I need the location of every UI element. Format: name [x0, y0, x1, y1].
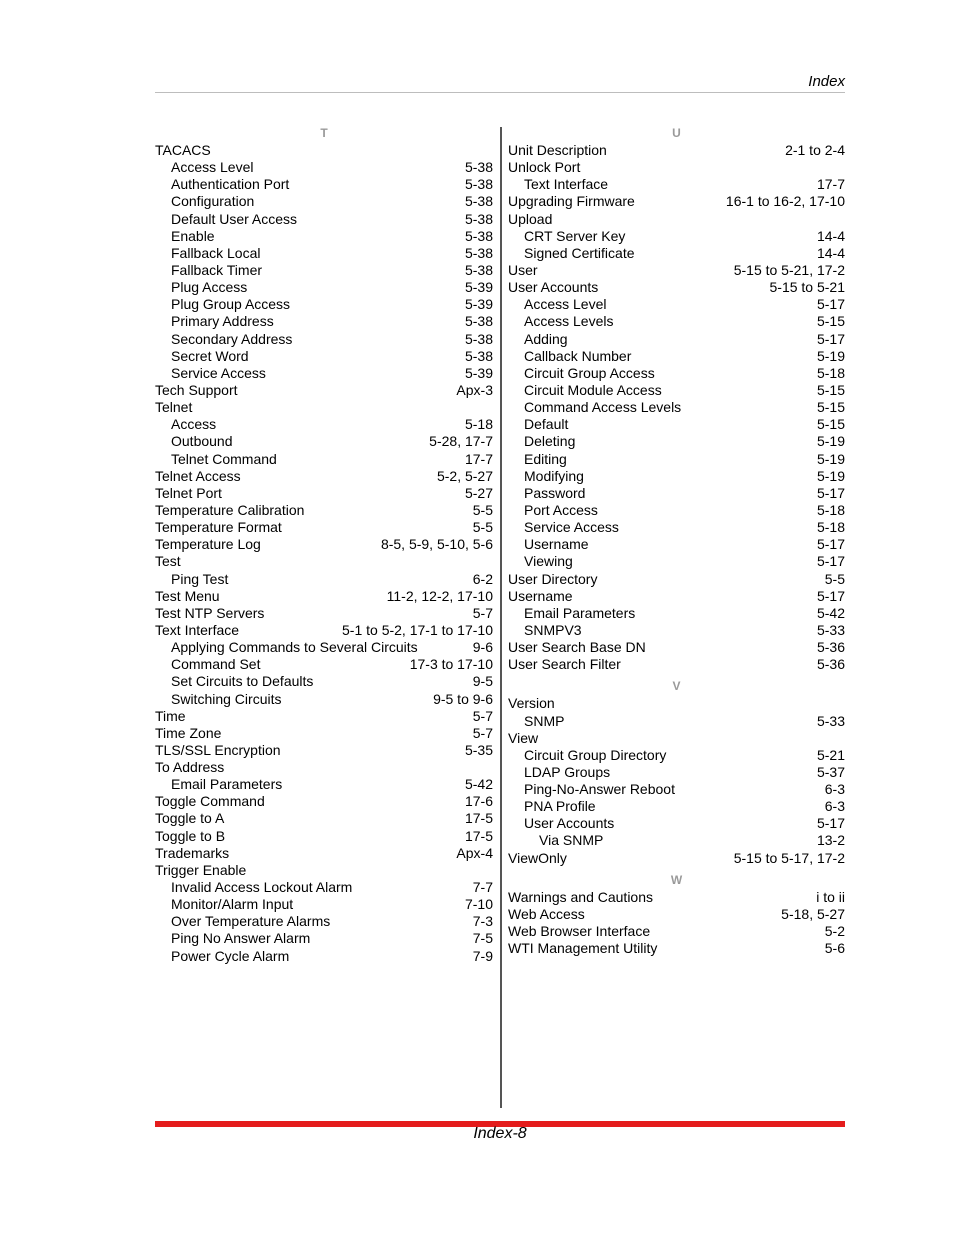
index-entry-term: Password [524, 484, 586, 501]
index-entry-term: Upgrading Firmware [508, 193, 635, 210]
index-entry [155, 348, 493, 365]
index-entry-page: 6-3 [824, 781, 845, 798]
index-entry-term: Circuit Group Access [524, 364, 655, 381]
index-entry-page: 5-5 [824, 570, 845, 587]
index-entry-page: 5-17 [816, 536, 845, 553]
index-entry [155, 588, 493, 605]
index-entry-term: Signed Certificate [524, 244, 635, 261]
index-entry [155, 416, 493, 433]
index-entry-page: 5-33 [816, 621, 845, 638]
index-entry-term: Temperature Log [155, 536, 261, 553]
index-entry [155, 228, 493, 245]
index-entry-term: Configuration [171, 193, 255, 210]
index-entry [508, 764, 845, 781]
index-entry-term: Username [508, 587, 573, 604]
index-entry-term: TLS/SSL Encryption [155, 741, 281, 758]
index-entry-page: 5-15 [816, 399, 845, 416]
index-column-right [508, 124, 845, 957]
index-entry-term: Deleting [524, 433, 576, 450]
index-entry-term: Secondary Address [171, 330, 293, 347]
index-entry-term: Set Circuits to Defaults [171, 673, 314, 690]
index-entry-page: 5-18 [464, 416, 493, 433]
index-entry [508, 781, 845, 798]
index-entry-page: 5-19 [816, 433, 845, 450]
index-entry [508, 502, 845, 519]
index-entry-term: Via SNMP [539, 832, 604, 849]
index-entry-page: Apx-3 [456, 381, 493, 398]
index-entry-page: 14-4 [816, 227, 845, 244]
index-entry-page: 5-21 [816, 746, 845, 763]
index-entry-term: SNMPV3 [524, 621, 582, 638]
index-entry-page: 16-1 to 16-2, 17-10 [725, 193, 845, 210]
index-entry-page: 17-3 to 17-10 [409, 656, 493, 673]
index-entry-page: 5-17 [816, 553, 845, 570]
index-entry-term: Toggle to A [155, 810, 225, 827]
index-entry-term: Temperature Calibration [155, 501, 305, 518]
index-entry-page: 5-18, 5-27 [781, 905, 845, 922]
index-entry [155, 673, 493, 690]
index-entry-page: 17-5 [464, 827, 493, 844]
index-entry-page: 7-9 [472, 947, 493, 964]
index-entry-page: 7-7 [472, 879, 493, 896]
index-entry [155, 571, 493, 588]
index-entry-term: Version [508, 695, 555, 712]
index-entry-page: 5-6 [824, 940, 845, 957]
index-entry [508, 553, 845, 570]
index-entry-term: Telnet [155, 399, 193, 416]
index-entry-term: Test [155, 553, 181, 570]
index-entry-term: Access Level [524, 296, 607, 313]
index-entry [155, 176, 493, 193]
index-column-left [155, 124, 493, 965]
index-entry [508, 399, 845, 416]
index-entry-page: 17-7 [816, 176, 845, 193]
index-entry [508, 279, 845, 296]
index-entry-term: Test Menu [155, 587, 220, 604]
index-entry-term: Callback Number [524, 347, 632, 364]
index-entry-page: 9-5 [472, 673, 493, 690]
index-entry-term: Ping Test [171, 570, 229, 587]
index-entry-page: 5-1 to 5-2, 17-1 to 17-10 [342, 621, 493, 638]
index-entry-term: Service Access [524, 519, 619, 536]
index-entry-page: 5-18 [816, 501, 845, 518]
index-entry-term: Toggle Command [155, 793, 265, 810]
index-entry [155, 845, 493, 862]
index-entry [155, 279, 493, 296]
index-entry [155, 142, 493, 159]
index-entry-page: 5-15 [816, 381, 845, 398]
index-entry-page: 5-38 [464, 176, 493, 193]
index-entry-term: Warnings and Cautions [508, 888, 654, 905]
index-entry-term: User Accounts [508, 279, 599, 296]
index-entry [155, 622, 493, 639]
index-entry [508, 798, 845, 815]
index-entry-term: Service Access [171, 364, 266, 381]
index-entry-page: 5-7 [472, 724, 493, 741]
index-entry-page: 5-39 [464, 296, 493, 313]
index-entry-page: 13-2 [816, 832, 845, 849]
index-entry-term: Default [524, 416, 569, 433]
index-entry-page: 5-38 [464, 227, 493, 244]
index-entry-term: Authentication Port [171, 176, 290, 193]
index-entry-term: Time Zone [155, 724, 222, 741]
index-entry [508, 365, 845, 382]
index-entry [508, 695, 845, 712]
index-entry-term: Ping-No-Answer Reboot [524, 781, 675, 798]
index-entry-page: 5-38 [464, 330, 493, 347]
index-entry [155, 433, 493, 450]
index-entry [508, 348, 845, 365]
index-entry-page: 11-2, 12-2, 17-10 [386, 587, 493, 604]
index-entry [508, 815, 845, 832]
index-entry [508, 656, 845, 673]
index-entry-term: LDAP Groups [524, 763, 611, 780]
index-entry-term: User Search Filter [508, 656, 621, 673]
index-entry-term: Invalid Access Lockout Alarm [171, 879, 353, 896]
index-section-letter: V [672, 679, 681, 694]
index-entry-term: User Accounts [524, 815, 615, 832]
index-entry-term: Enable [171, 227, 215, 244]
index-entry-term: Primary Address [171, 313, 274, 330]
index-entry [508, 193, 845, 210]
index-entry-term: Adding [524, 330, 568, 347]
index-entry-page: 9-5 to 9-6 [433, 690, 493, 707]
index-entry-page: 5-36 [816, 656, 845, 673]
index-entry [508, 639, 845, 656]
index-entry [508, 262, 845, 279]
index-entry-page: 5-7 [472, 604, 493, 621]
index-entry-term: Secret Word [171, 347, 249, 364]
index-entry [508, 730, 845, 747]
index-entry-term: Telnet Command [171, 450, 277, 467]
index-entry-term: Monitor/Alarm Input [171, 896, 294, 913]
index-entry [508, 713, 845, 730]
index-entry [508, 832, 845, 849]
index-entry [155, 553, 493, 570]
index-entry-page: 6-3 [824, 798, 845, 815]
index-entry [155, 896, 493, 913]
index-entry [155, 759, 493, 776]
index-entry [155, 930, 493, 947]
index-entry-term: Web Access [508, 905, 585, 922]
index-entry-term: Over Temperature Alarms [171, 913, 331, 930]
index-entry [155, 382, 493, 399]
index-entry-term: Telnet Access [155, 467, 241, 484]
index-entry [155, 313, 493, 330]
index-entry [155, 159, 493, 176]
index-entry-term: Toggle to B [155, 827, 226, 844]
index-section-letter: U [672, 126, 681, 140]
index-entry-page: Apx-4 [456, 844, 493, 861]
index-entry-page: 5-42 [464, 776, 493, 793]
index-entry-term: CRT Server Key [524, 227, 626, 244]
index-entry-page: 5-7 [472, 707, 493, 724]
index-entry-term: Circuit Module Access [524, 381, 662, 398]
index-entry-term: Switching Circuits [171, 690, 282, 707]
index-entry-page: 5-39 [464, 279, 493, 296]
index-entry [155, 605, 493, 622]
index-entry [155, 468, 493, 485]
index-entry-term: Unlock Port [508, 159, 581, 176]
index-entry-page: 5-17 [816, 484, 845, 501]
index-entry-page: 5-38 [464, 347, 493, 364]
index-section-letter: T [320, 126, 328, 140]
header-rule [155, 92, 845, 93]
index-entry [155, 519, 493, 536]
index-entry [155, 948, 493, 965]
index-entry [155, 502, 493, 519]
index-entry-page: 5-18 [816, 519, 845, 536]
index-entry-term: Circuit Group Directory [524, 746, 667, 763]
index-entry [155, 742, 493, 759]
index-entry-page: 5-38 [464, 159, 493, 176]
index-entry [508, 313, 845, 330]
index-entry [155, 262, 493, 279]
index-entry-term: Access [171, 416, 217, 433]
index-entry [155, 793, 493, 810]
index-entry [508, 468, 845, 485]
index-entry-page: 5-5 [472, 501, 493, 518]
index-section-letter: W [670, 872, 683, 887]
index-entry-term: View [508, 729, 539, 746]
index-entry [508, 940, 845, 957]
index-entry-page: 5-17 [816, 587, 845, 604]
index-entry [508, 923, 845, 940]
index-entry-page: 17-5 [464, 810, 493, 827]
index-entry [155, 862, 493, 879]
index-entry-term: Text Interface [155, 621, 240, 638]
index-entry-page: 5-17 [816, 330, 845, 347]
index-entry [508, 485, 845, 502]
index-entry-term: Time [155, 707, 186, 724]
index-entry-term: Power Cycle Alarm [171, 947, 290, 964]
index-entry-term: Web Browser Interface [508, 923, 651, 940]
index-entry-page: 5-38 [464, 193, 493, 210]
index-entry-page: 5-42 [816, 604, 845, 621]
index-entry-page: 5-33 [816, 712, 845, 729]
index-entry-term: Command Set [171, 656, 261, 673]
index-entry-term: Outbound [171, 433, 233, 450]
running-header-title: Index [808, 73, 845, 90]
index-entry [155, 399, 493, 416]
index-entry-term: Email Parameters [524, 604, 636, 621]
index-entry-page: 2-1 to 2-4 [785, 142, 845, 158]
index-entry-term: Unit Description [508, 142, 607, 158]
index-entry-page: 5-17 [816, 296, 845, 313]
index-entry-page: 5-27 [464, 484, 493, 501]
index-entry-term: TACACS [155, 142, 211, 158]
index-entry-term: Modifying [524, 467, 584, 484]
index-entry [155, 193, 493, 210]
index-entry-page: 9-6 [472, 639, 493, 656]
index-entry-page: 5-28, 17-7 [429, 433, 493, 450]
index-entry [508, 176, 845, 193]
index-entry-page: 5-38 [464, 244, 493, 261]
index-entry [508, 245, 845, 262]
index-entry-page: 5-5 [472, 519, 493, 536]
index-entry-term: Ping No Answer Alarm [171, 930, 311, 947]
column-divider [500, 127, 502, 1108]
index-entry-term: Plug Access [171, 279, 248, 296]
index-entry [155, 708, 493, 725]
index-entry-page: 5-17 [816, 815, 845, 832]
index-entry [508, 605, 845, 622]
index-entry-term: To Address [155, 759, 225, 776]
index-entry-page: 5-15 [816, 313, 845, 330]
index-entry-page: 5-2 [824, 923, 845, 940]
index-entry [508, 536, 845, 553]
index-entry-page: 5-36 [816, 639, 845, 656]
index-entry-page: 14-4 [816, 244, 845, 261]
index-entry [508, 850, 845, 867]
index-entry-page: i to ii [816, 888, 845, 905]
index-entry-page: 5-15 [816, 416, 845, 433]
index-entry [155, 913, 493, 930]
index-entry-term: Telnet Port [155, 484, 222, 501]
index-entry [508, 211, 845, 228]
index-entry-page: 5-38 [464, 210, 493, 227]
index-entry-page: 5-18 [816, 364, 845, 381]
index-entry-term: User Search Base DN [508, 639, 646, 656]
page-number: Index-8 [473, 1125, 527, 1142]
index-entry [155, 639, 493, 656]
index-entry-page: 5-15 to 5-21, 17-2 [733, 261, 845, 278]
index-entry [155, 725, 493, 742]
index-entry [508, 382, 845, 399]
index-entry-page: 17-7 [464, 450, 493, 467]
index-entry [155, 691, 493, 708]
index-entry-page: 5-35 [464, 741, 493, 758]
index-entry-term: Email Parameters [171, 776, 283, 793]
index-entry [155, 828, 493, 845]
index-entry-page: 5-19 [816, 450, 845, 467]
index-entry-page: 6-2 [472, 570, 493, 587]
index-entry [508, 571, 845, 588]
index-entry-term: Access Levels [524, 313, 614, 330]
index-entry-page: 7-5 [472, 930, 493, 947]
index-entry-term: Temperature Format [155, 519, 282, 536]
index-entry [508, 159, 845, 176]
index-entry [155, 776, 493, 793]
index-entry-page: 8-5, 5-9, 5-10, 5-6 [380, 536, 493, 553]
index-entry [155, 451, 493, 468]
index-entry-term: User [508, 261, 538, 278]
index-entry-term: User Directory [508, 570, 598, 587]
index-entry-term: Plug Group Access [171, 296, 291, 313]
index-entry-page: 5-19 [816, 467, 845, 484]
index-entry-page: 5-19 [816, 347, 845, 364]
index-entry-term: SNMP [524, 712, 565, 729]
index-entry-term: Port Access [524, 501, 598, 518]
index-entry [508, 588, 845, 605]
index-entry-page: 17-6 [464, 793, 493, 810]
index-entry [155, 656, 493, 673]
index-entry-term: Trademarks [155, 844, 230, 861]
index-entry-page: 5-39 [464, 364, 493, 381]
index-entry-term: ViewOnly [508, 849, 567, 866]
index-entry-term: Command Access Levels [524, 399, 682, 416]
index-entry-term: Fallback Timer [171, 261, 263, 278]
index-entry-page: 5-38 [464, 313, 493, 330]
index-entry [155, 331, 493, 348]
index-entry [508, 622, 845, 639]
index-entry [508, 296, 845, 313]
index-entry [155, 879, 493, 896]
index-entry [155, 245, 493, 262]
index-entry [508, 747, 845, 764]
index-entry-page: 7-10 [464, 896, 493, 913]
index-entry-term: Applying Commands to Several Circuits [171, 639, 418, 656]
index-entry-term: Upload [508, 210, 553, 227]
index-entry-term: Default User Access [171, 210, 298, 227]
index-entry-term: Fallback Local [171, 244, 261, 261]
index-entry-term: Viewing [524, 553, 573, 570]
index-entry-term: Username [524, 536, 589, 553]
index-entry [155, 485, 493, 502]
index-entry [155, 536, 493, 553]
index-entry-term: Text Interface [524, 176, 609, 193]
index-entry-term: Access Level [171, 159, 254, 176]
index-entry-term: Editing [524, 450, 567, 467]
index-entry [508, 228, 845, 245]
index-entry [508, 142, 845, 159]
index-entry-term: Tech Support [155, 381, 238, 398]
index-entry-term: PNA Profile [524, 798, 596, 815]
index-entry-page: 5-38 [464, 261, 493, 278]
index-entry-page: 5-15 to 5-17, 17-2 [733, 849, 845, 866]
index-entry [155, 211, 493, 228]
index-entry-page: 5-2, 5-27 [436, 467, 493, 484]
index-entry-term: WTI Management Utility [508, 940, 658, 957]
index-entry [508, 416, 845, 433]
index-entry-page: 5-37 [816, 763, 845, 780]
index-entry-term: Test NTP Servers [155, 604, 265, 621]
index-entry-page: 5-15 to 5-21 [769, 279, 845, 296]
index-entry [508, 331, 845, 348]
index-entry-term: Trigger Enable [155, 861, 247, 878]
index-entry [508, 451, 845, 468]
index-entry [508, 906, 845, 923]
index-entry [508, 519, 845, 536]
index-entry [155, 810, 493, 827]
index-entry [508, 889, 845, 906]
index-entry [155, 296, 493, 313]
index-entry [508, 433, 845, 450]
index-entry [155, 365, 493, 382]
index-entry-page: 7-3 [472, 913, 493, 930]
